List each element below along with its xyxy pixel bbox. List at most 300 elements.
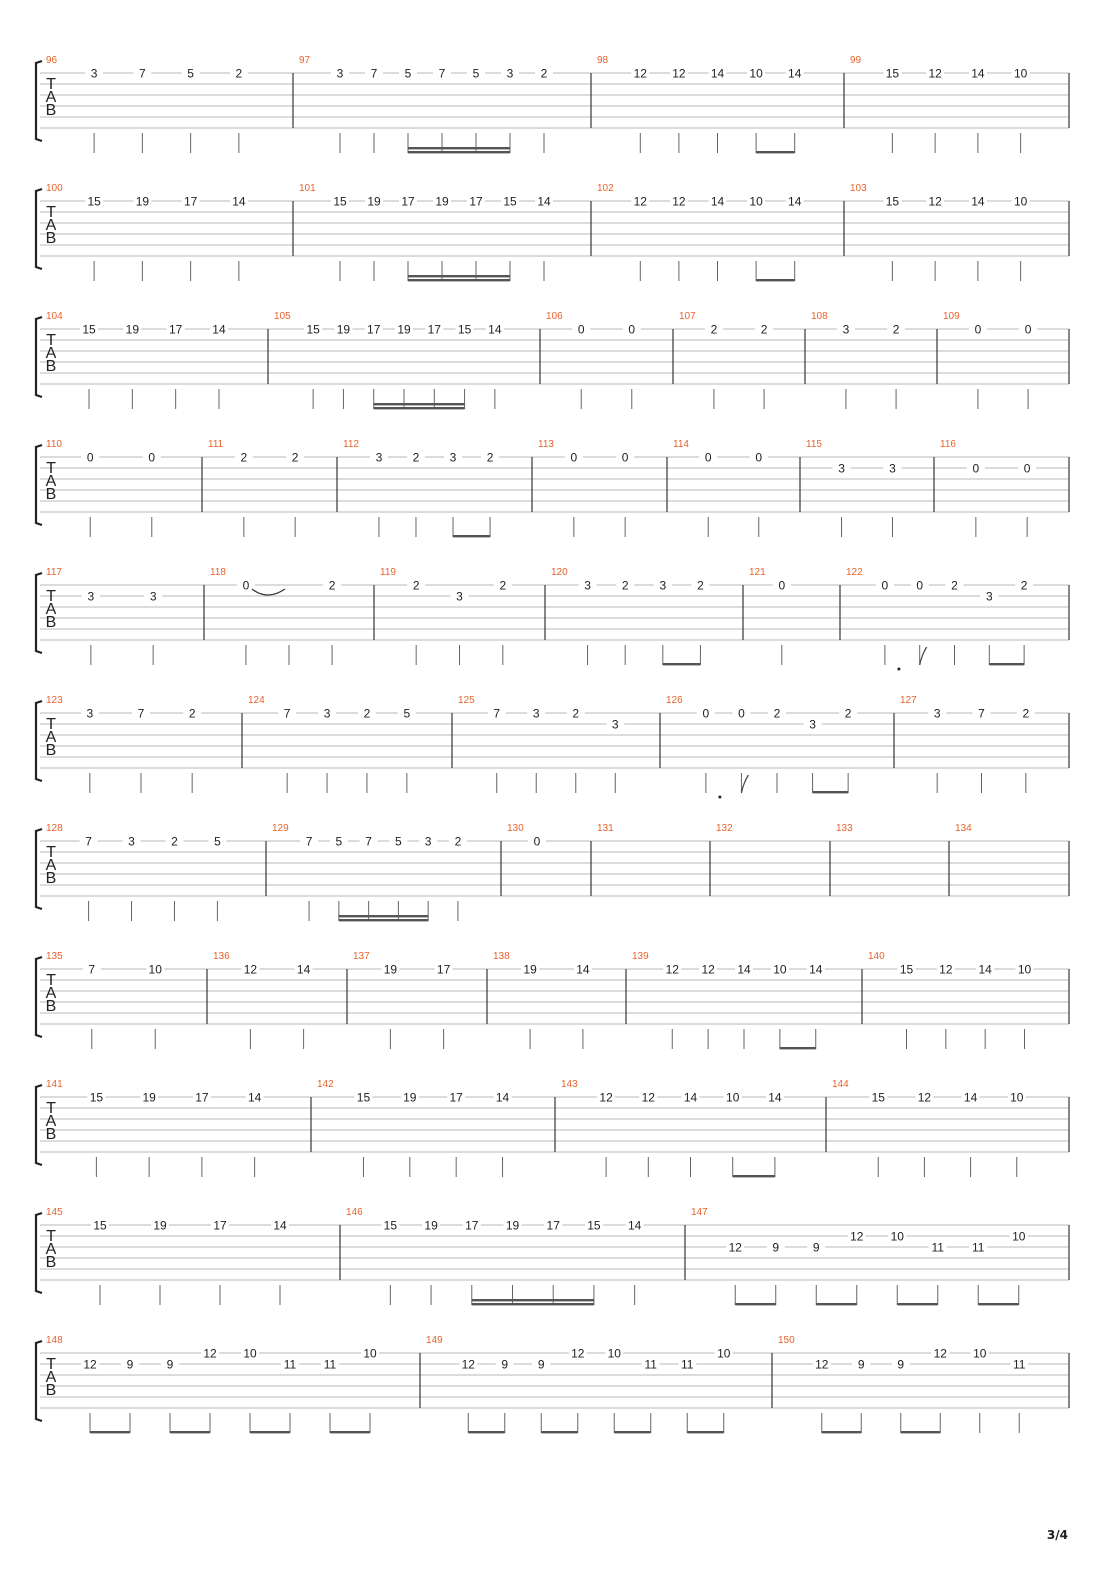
fret-number: 11 xyxy=(323,1357,337,1372)
fret-number: 2 xyxy=(572,706,580,721)
fret-number: 2 xyxy=(697,578,704,593)
tab-clef-letter: A xyxy=(45,1369,57,1386)
measure xyxy=(46,695,201,793)
fret-number: 19 xyxy=(367,194,381,209)
fret-number: 11 xyxy=(1013,1357,1026,1372)
fret-number: 17 xyxy=(469,194,483,209)
measure xyxy=(317,1079,512,1177)
fret-number: 14 xyxy=(788,66,802,81)
measure-number: 135 xyxy=(46,951,63,962)
fret-number: 3 xyxy=(985,589,993,604)
beam xyxy=(897,1303,938,1305)
tab-system xyxy=(36,1335,1069,1433)
fret-number: 14 xyxy=(232,194,246,209)
measure-number: 141 xyxy=(46,1079,63,1090)
tab-clef-letter: A xyxy=(45,473,57,490)
fret-number: 10 xyxy=(243,1346,257,1361)
fret-number: 7 xyxy=(438,66,446,81)
fret-number: 3 xyxy=(611,717,619,732)
tab-clef-letter: T xyxy=(46,76,56,93)
fret-number: 2 xyxy=(1022,706,1030,721)
fret-number: 15 xyxy=(885,66,900,81)
fret-number: 14 xyxy=(963,1090,978,1105)
fret-number: 14 xyxy=(537,194,551,209)
fret-number: 5 xyxy=(187,66,194,81)
measure xyxy=(210,567,341,665)
fret-number: 15 xyxy=(333,194,347,209)
measure xyxy=(343,439,499,537)
fret-number: 5 xyxy=(404,66,412,81)
fret-number: 12 xyxy=(672,194,686,209)
measure xyxy=(46,183,248,281)
fret-number: 10 xyxy=(1017,962,1032,977)
beam xyxy=(472,1303,594,1305)
measure xyxy=(691,1207,1028,1305)
measure xyxy=(538,439,634,537)
measure xyxy=(597,183,804,281)
measure xyxy=(507,823,546,849)
fret-number: 12 xyxy=(599,1090,613,1105)
beam xyxy=(408,275,510,277)
measure-number: 97 xyxy=(299,55,311,66)
fret-number: 12 xyxy=(633,66,647,81)
measure-number: 115 xyxy=(806,439,822,450)
fret-number: 10 xyxy=(607,1346,621,1361)
fret-number: 14 xyxy=(488,322,502,337)
measure xyxy=(274,311,504,409)
fret-number: 14 xyxy=(273,1218,287,1233)
measure xyxy=(846,567,1033,671)
fret-number: 15 xyxy=(587,1218,601,1233)
measure-number: 145 xyxy=(46,1207,63,1218)
beam xyxy=(170,1431,210,1433)
fret-number: 3 xyxy=(838,461,845,476)
fret-number: 0 xyxy=(881,578,889,593)
fret-number: 2 xyxy=(240,450,248,465)
fret-number: 10 xyxy=(749,66,763,81)
fret-number: 7 xyxy=(978,706,985,721)
beam xyxy=(816,1303,857,1305)
measure-number: 121 xyxy=(749,567,766,578)
fret-number: 15 xyxy=(885,194,900,209)
measure xyxy=(380,567,512,665)
fret-number: 9 xyxy=(166,1357,174,1372)
measure-number: 109 xyxy=(943,311,960,322)
fret-number: 12 xyxy=(701,962,715,977)
measure-number: 143 xyxy=(561,1079,578,1090)
measure xyxy=(673,439,768,537)
fret-number: 10 xyxy=(1010,1090,1024,1105)
measure-number: 139 xyxy=(632,951,649,962)
fret-number: 10 xyxy=(363,1346,377,1361)
beam xyxy=(780,1047,816,1049)
fret-number: 14 xyxy=(971,66,985,81)
dot-mark xyxy=(897,668,900,671)
fret-number: 19 xyxy=(397,322,411,337)
fret-number: 3 xyxy=(149,589,157,604)
measure-number: 101 xyxy=(299,183,316,194)
fret-number: 3 xyxy=(375,450,383,465)
fret-number: 15 xyxy=(306,322,320,337)
fret-number: 0 xyxy=(577,322,585,337)
tab-clef-letter: B xyxy=(45,486,57,503)
fret-number: 10 xyxy=(717,1346,731,1361)
fret-number: 3 xyxy=(809,717,816,732)
tab-clef-letter: B xyxy=(45,230,57,247)
fret-number: 19 xyxy=(125,322,140,337)
measure-number: 100 xyxy=(46,183,63,194)
measure xyxy=(46,1207,289,1305)
fret-number: 12 xyxy=(641,1090,655,1105)
fret-number: 0 xyxy=(533,834,541,849)
measure-number: 104 xyxy=(46,311,63,322)
fret-number: 14 xyxy=(809,962,823,977)
measure xyxy=(493,951,592,1049)
measure-number: 129 xyxy=(272,823,289,834)
fret-number: 12 xyxy=(728,1240,742,1255)
measure-number: 124 xyxy=(248,695,265,706)
measure xyxy=(353,951,453,1049)
fret-number: 15 xyxy=(899,962,914,977)
measure-number: 130 xyxy=(507,823,524,834)
beam xyxy=(756,279,795,281)
measure xyxy=(299,183,553,281)
fret-number: 3 xyxy=(456,589,463,604)
measure xyxy=(850,183,1030,281)
fret-number: 15 xyxy=(82,322,96,337)
fret-number: 5 xyxy=(403,706,411,721)
fret-number: 14 xyxy=(768,1090,782,1105)
fret-number: 3 xyxy=(128,834,135,849)
fret-number: 19 xyxy=(153,1218,167,1233)
fret-number: 2 xyxy=(892,322,900,337)
fret-number: 12 xyxy=(665,962,679,977)
tab-clef-letter: T xyxy=(46,332,56,349)
measure-number: 105 xyxy=(274,311,291,322)
fret-number: 17 xyxy=(183,194,198,209)
tab-clef-letter: B xyxy=(45,742,57,759)
fret-number: 19 xyxy=(435,194,449,209)
fret-number: 9 xyxy=(772,1240,780,1255)
fret-number: 17 xyxy=(213,1218,227,1233)
fret-number: 14 xyxy=(627,1218,642,1233)
measure xyxy=(778,1335,1028,1433)
fret-number: 9 xyxy=(812,1240,820,1255)
tab-system xyxy=(36,183,1069,281)
beam xyxy=(339,915,428,917)
beam xyxy=(756,151,795,153)
fret-number: 14 xyxy=(576,962,590,977)
fret-number: 14 xyxy=(710,66,725,81)
beam xyxy=(813,791,849,793)
fret-number: 2 xyxy=(951,578,958,593)
measure-number: 132 xyxy=(716,823,733,834)
fret-number: 11 xyxy=(972,1240,985,1255)
fret-number: 3 xyxy=(532,706,540,721)
measure-number: 140 xyxy=(868,951,885,962)
fret-number: 10 xyxy=(1012,1229,1026,1244)
fret-number: 2 xyxy=(291,450,299,465)
fret-number: 2 xyxy=(454,834,462,849)
fret-number: 17 xyxy=(546,1218,560,1233)
tab-system xyxy=(36,1207,1069,1305)
tab-system xyxy=(36,695,1069,799)
measure-number: 146 xyxy=(346,1207,363,1218)
fret-number: 10 xyxy=(1013,194,1028,209)
measure xyxy=(900,695,1035,793)
tab-clef-letter: A xyxy=(45,857,57,874)
fret-number: 2 xyxy=(412,578,420,593)
fret-number: 10 xyxy=(890,1229,904,1244)
fret-number: 17 xyxy=(168,322,183,337)
fret-number: 12 xyxy=(243,962,258,977)
measure xyxy=(46,951,164,1049)
measure xyxy=(597,823,614,834)
measure xyxy=(679,311,773,409)
fret-number: 19 xyxy=(403,1090,417,1105)
fret-number: 0 xyxy=(778,578,786,593)
tab-system xyxy=(36,311,1069,409)
fret-number: 19 xyxy=(142,1090,156,1105)
measure xyxy=(46,1079,264,1177)
measure xyxy=(811,311,905,409)
fret-number: 2 xyxy=(844,706,852,721)
measure xyxy=(46,823,226,921)
fret-number: 10 xyxy=(1013,66,1028,81)
measure xyxy=(546,311,641,409)
fret-number: 11 xyxy=(644,1357,657,1372)
fret-number: 2 xyxy=(188,706,196,721)
fret-number: 2 xyxy=(328,578,336,593)
fret-number: 12 xyxy=(917,1090,932,1105)
fret-number: 2 xyxy=(621,578,629,593)
fret-number: 9 xyxy=(897,1357,905,1372)
measure xyxy=(46,567,162,665)
fret-number: 0 xyxy=(974,322,982,337)
beam xyxy=(541,1431,578,1433)
measure xyxy=(46,439,161,537)
measure-number: 125 xyxy=(458,695,475,706)
beam xyxy=(408,151,510,153)
fret-number: 2 xyxy=(235,66,243,81)
beam xyxy=(250,1431,290,1433)
fret-number: 7 xyxy=(493,706,501,721)
measure-number: 138 xyxy=(493,951,510,962)
page-number: 3/4 xyxy=(1046,1528,1068,1542)
fret-number: 3 xyxy=(336,66,344,81)
fret-number: 12 xyxy=(928,66,942,81)
measure xyxy=(208,439,304,537)
measure-number: 128 xyxy=(46,823,63,834)
tab-clef-letter: T xyxy=(46,460,56,477)
fret-number: 12 xyxy=(933,1346,947,1361)
measure-number: 126 xyxy=(666,695,683,706)
fret-number: 10 xyxy=(773,962,787,977)
fret-number: 9 xyxy=(857,1357,865,1372)
fret-number: 0 xyxy=(972,461,980,476)
fret-number: 14 xyxy=(978,962,992,977)
fret-number: 3 xyxy=(933,706,941,721)
fret-number: 2 xyxy=(540,66,548,81)
fret-number: 19 xyxy=(383,962,398,977)
beam xyxy=(330,1431,370,1433)
measure-number: 119 xyxy=(380,567,396,578)
fret-number: 3 xyxy=(87,589,95,604)
fret-number: 5 xyxy=(395,834,402,849)
fret-number: 10 xyxy=(726,1090,740,1105)
measure-number: 108 xyxy=(811,311,828,322)
fret-number: 3 xyxy=(449,450,457,465)
measure-number: 144 xyxy=(832,1079,849,1090)
fret-number: 9 xyxy=(501,1357,509,1372)
measure-number: 112 xyxy=(343,439,359,450)
beam xyxy=(453,535,490,537)
tab-clef-letter: T xyxy=(46,972,56,989)
fret-number: 17 xyxy=(465,1218,479,1233)
tab-clef-letter: A xyxy=(45,217,57,234)
fret-number: 9 xyxy=(126,1357,134,1372)
beam xyxy=(978,1303,1019,1305)
measure-number: 98 xyxy=(597,55,609,66)
measure xyxy=(597,55,804,153)
beam xyxy=(822,1431,862,1433)
fret-number: 2 xyxy=(1020,578,1028,593)
fret-number: 3 xyxy=(323,706,331,721)
fret-number: 15 xyxy=(356,1090,371,1105)
measure xyxy=(46,1335,379,1433)
tab-clef-letter: A xyxy=(45,1113,57,1130)
fret-number: 12 xyxy=(83,1357,97,1372)
fret-number: 15 xyxy=(93,1218,107,1233)
fret-number: 9 xyxy=(537,1357,545,1372)
measure xyxy=(299,55,553,153)
fret-number: 0 xyxy=(86,450,94,465)
fret-number: 14 xyxy=(212,322,226,337)
beam xyxy=(374,403,465,405)
fret-number: 3 xyxy=(424,834,432,849)
fret-number: 14 xyxy=(247,1090,262,1105)
measure xyxy=(716,823,733,834)
fret-number: 15 xyxy=(87,194,101,209)
tab-system xyxy=(36,951,1069,1049)
measure-number: 117 xyxy=(46,567,62,578)
fret-number: 17 xyxy=(367,322,381,337)
fret-number: 0 xyxy=(702,706,710,721)
beam xyxy=(468,1431,505,1433)
fret-number: 12 xyxy=(672,66,686,81)
fret-number: 15 xyxy=(89,1090,104,1105)
fret-number: 0 xyxy=(704,450,712,465)
tab-clef-letter: B xyxy=(45,1126,57,1143)
fret-number: 0 xyxy=(242,578,250,593)
fret-number: 11 xyxy=(931,1240,944,1255)
fret-number: 19 xyxy=(523,962,537,977)
note-flag xyxy=(920,647,927,665)
dot-mark xyxy=(718,796,721,799)
tab-system xyxy=(36,55,1069,153)
measure xyxy=(836,823,853,834)
measure-number: 96 xyxy=(46,55,58,66)
fret-number: 3 xyxy=(86,706,94,721)
tab-clef-letter: T xyxy=(46,844,56,861)
measure xyxy=(551,567,709,665)
fret-number: 2 xyxy=(412,450,420,465)
fret-number: 5 xyxy=(214,834,221,849)
measure xyxy=(46,311,228,409)
measure xyxy=(955,823,972,834)
fret-number: 10 xyxy=(749,194,763,209)
fret-number: 3 xyxy=(842,322,850,337)
beam xyxy=(408,147,510,149)
measure xyxy=(632,951,825,1049)
tab-system xyxy=(36,823,1069,921)
fret-number: 12 xyxy=(203,1346,217,1361)
tab-system xyxy=(36,439,1069,537)
measure-number: 133 xyxy=(836,823,853,834)
measure xyxy=(561,1079,784,1177)
measure-number: 134 xyxy=(955,823,972,834)
measure xyxy=(749,567,791,665)
fret-number: 0 xyxy=(148,450,156,465)
fret-number: 19 xyxy=(135,194,150,209)
fret-number: 0 xyxy=(1023,461,1031,476)
tie xyxy=(252,589,285,595)
fret-number: 14 xyxy=(683,1090,698,1105)
measure-number: 147 xyxy=(691,1207,708,1218)
fret-number: 17 xyxy=(449,1090,463,1105)
fret-number: 5 xyxy=(472,66,480,81)
fret-number: 11 xyxy=(681,1357,694,1372)
fret-number: 14 xyxy=(296,962,311,977)
measure xyxy=(850,55,1030,153)
fret-number: 0 xyxy=(916,578,924,593)
fret-number: 12 xyxy=(928,194,942,209)
fret-number: 7 xyxy=(370,66,378,81)
beam xyxy=(614,1431,651,1433)
measure-number: 102 xyxy=(597,183,614,194)
measure-number: 103 xyxy=(850,183,867,194)
tab-clef-letter: A xyxy=(45,985,57,1002)
fret-number: 19 xyxy=(505,1218,520,1233)
measure xyxy=(806,439,901,537)
fret-number: 14 xyxy=(737,962,751,977)
tab-clef-letter: A xyxy=(45,601,57,618)
fret-number: 12 xyxy=(633,194,647,209)
tab-clef-letter: A xyxy=(45,729,57,746)
fret-number: 2 xyxy=(486,450,494,465)
fret-number: 15 xyxy=(871,1090,885,1105)
tab-clef-letter: B xyxy=(45,1382,57,1399)
measure-number: 122 xyxy=(846,567,863,578)
beam xyxy=(339,919,428,921)
fret-number: 0 xyxy=(738,706,745,721)
fret-number: 0 xyxy=(570,450,578,465)
measure xyxy=(666,695,857,799)
tab-clef-letter: A xyxy=(45,89,57,106)
measure xyxy=(458,695,624,793)
measure-number: 136 xyxy=(213,951,230,962)
measure xyxy=(346,1207,644,1305)
beam xyxy=(663,663,701,665)
beam xyxy=(408,279,510,281)
fret-number: 2 xyxy=(760,322,768,337)
fret-number: 0 xyxy=(1024,322,1032,337)
fret-number: 7 xyxy=(305,834,313,849)
fret-number: 2 xyxy=(710,322,718,337)
fret-number: 14 xyxy=(788,194,802,209)
tab-clef-letter: T xyxy=(46,1100,56,1117)
beam xyxy=(735,1303,776,1305)
